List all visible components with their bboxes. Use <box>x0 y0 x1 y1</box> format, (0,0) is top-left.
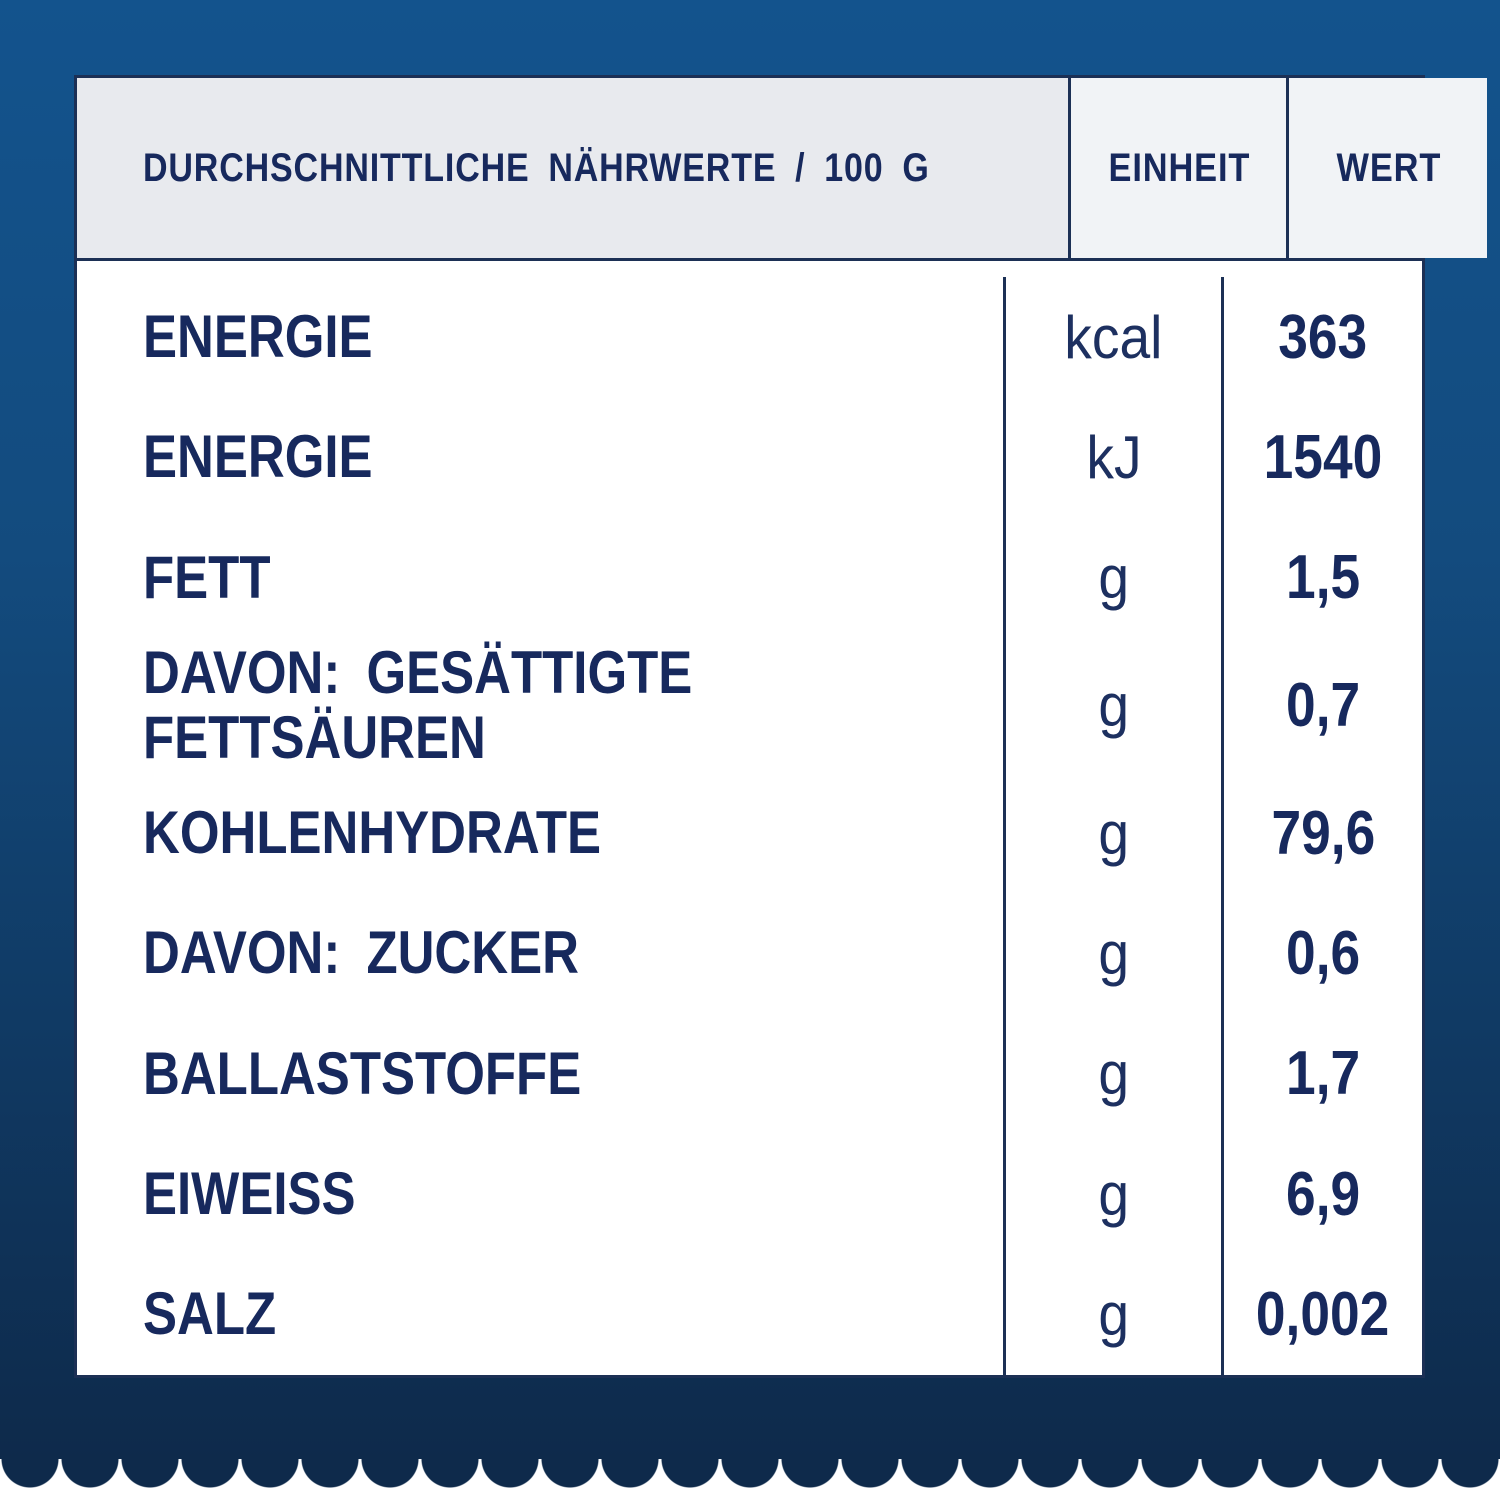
row-value <box>1224 277 1422 397</box>
row-unit-text: g <box>1098 544 1129 612</box>
header-value-label: WERT <box>1336 145 1441 190</box>
row-value <box>1224 397 1422 517</box>
table-row-eiweiss <box>77 1134 1422 1254</box>
row-label-text: ENERGIE <box>143 302 373 370</box>
table-row-gesaettigte-fettsaeuren <box>77 638 1422 773</box>
row-unit <box>1003 773 1224 893</box>
row-label <box>77 1014 1003 1134</box>
header-product-label: DURCHSCHNITTLICHE NÄHRWERTE / 100 G <box>143 145 930 190</box>
row-unit <box>1003 277 1224 397</box>
nutrition-table-card <box>74 75 1441 1378</box>
row-unit-text: g <box>1098 672 1129 740</box>
row-unit <box>1003 1255 1224 1375</box>
table-row-energie-kj <box>77 397 1422 517</box>
row-label <box>77 893 1003 1013</box>
row-label-text: KOHLENHYDRATE <box>143 798 602 866</box>
table-row-kohlenhydrate <box>77 773 1422 893</box>
row-unit <box>1003 1134 1224 1254</box>
row-label-text: BALLASTSTOFFE <box>143 1039 582 1107</box>
row-label-text: SALZ <box>143 1280 277 1348</box>
row-label-text: DAVON: ZUCKER <box>143 919 579 987</box>
header-col-product <box>77 78 1068 258</box>
row-unit-text: g <box>1098 1040 1129 1108</box>
row-value-text: 79,6 <box>1271 798 1375 868</box>
row-unit-text: g <box>1098 799 1129 867</box>
row-value-text: 1540 <box>1263 423 1383 493</box>
row-value <box>1224 773 1422 893</box>
scalloped-bottom-edge <box>0 1459 1500 1493</box>
table-row-fett <box>77 518 1422 638</box>
header-unit-label: EINHEIT <box>1108 145 1250 190</box>
table-row-energie-kcal <box>77 277 1422 397</box>
row-label <box>77 277 1003 397</box>
row-value-text: 1,7 <box>1285 1039 1361 1109</box>
row-label <box>77 773 1003 893</box>
row-label <box>77 397 1003 517</box>
row-unit-text: kJ <box>1085 424 1142 492</box>
row-label <box>77 638 1003 773</box>
row-label <box>77 1255 1003 1375</box>
row-unit-text: kcal <box>1064 303 1163 371</box>
row-label-text: ENERGIE <box>143 423 373 491</box>
row-value-text: 0,7 <box>1285 671 1361 741</box>
row-value-text: 363 <box>1278 302 1368 372</box>
row-unit <box>1003 397 1224 517</box>
row-unit <box>1003 638 1224 773</box>
row-unit <box>1003 518 1224 638</box>
row-label-text-line2: FETTSÄUREN <box>143 703 486 771</box>
row-label-text: FETT <box>143 543 271 611</box>
row-label-text: EIWEISS <box>143 1159 356 1227</box>
row-unit <box>1003 893 1224 1013</box>
row-label <box>77 1134 1003 1254</box>
table-body <box>77 261 1422 1375</box>
row-value <box>1224 893 1422 1013</box>
row-value <box>1224 518 1422 638</box>
row-value <box>1224 638 1422 773</box>
table-row-zucker <box>77 893 1422 1013</box>
header-col-unit <box>1068 78 1289 258</box>
row-unit-text: g <box>1098 920 1129 988</box>
table-row-salz <box>77 1255 1422 1375</box>
header-col-value <box>1289 78 1487 258</box>
row-value <box>1224 1255 1422 1375</box>
row-unit-text: g <box>1098 1281 1129 1349</box>
table-header-row <box>77 78 1441 261</box>
row-value <box>1224 1134 1422 1254</box>
row-unit-text: g <box>1098 1160 1129 1228</box>
row-value-text: 6,9 <box>1285 1159 1361 1229</box>
row-value-text: 1,5 <box>1285 543 1361 613</box>
row-value <box>1224 1014 1422 1134</box>
row-label-text: DAVON: GESÄTTIGTE <box>143 638 693 706</box>
table-row-ballaststoffe <box>77 1014 1422 1134</box>
row-label <box>77 518 1003 638</box>
row-value-text: 0,6 <box>1285 919 1361 989</box>
row-value-text: 0,002 <box>1256 1280 1390 1350</box>
row-unit <box>1003 1014 1224 1134</box>
